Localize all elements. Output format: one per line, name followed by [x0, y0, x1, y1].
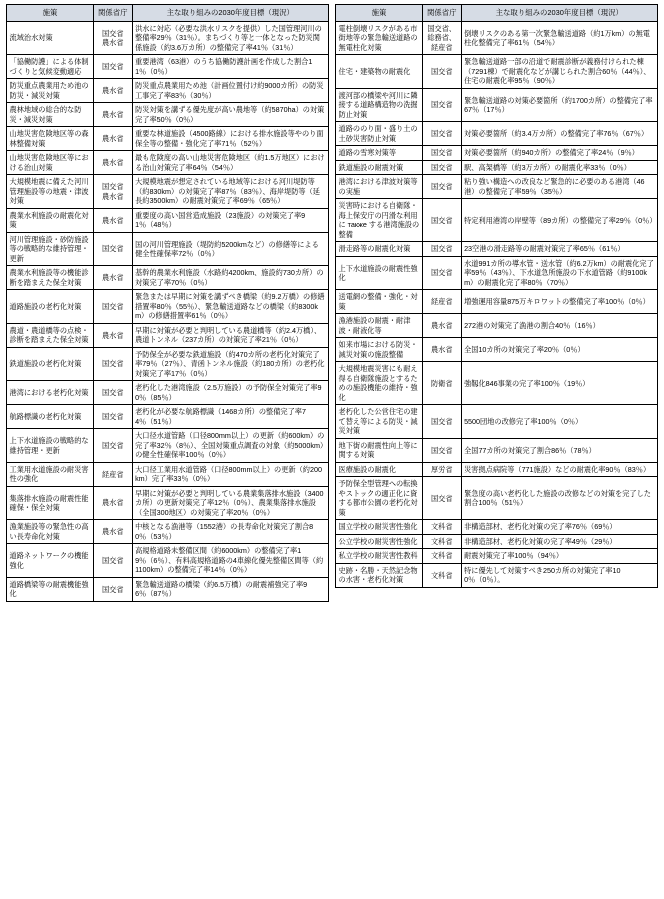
table-row [336, 55, 658, 89]
cell-ministry: 国交省 [422, 122, 461, 146]
table-row [7, 323, 329, 347]
cell-ministry: 農水省 [93, 79, 132, 103]
cell-measure: 防災重点農業用ため池の防災・減災対策 [7, 79, 94, 103]
table-row [336, 199, 658, 242]
cell-measure: 道路施設の老朽化対策 [7, 290, 94, 324]
table-row [7, 381, 329, 405]
table-row [336, 438, 658, 462]
table-row [7, 79, 329, 103]
cell-target: 272港の対策完了漁港の割合40％（16％） [461, 314, 657, 338]
cell-target: 対策必要箇所（約3.4万カ所）の整備完了率76％（67％） [461, 122, 657, 146]
cell-ministry: 国交省 [93, 232, 132, 266]
table-row [7, 266, 329, 290]
table-row [336, 88, 658, 122]
cell-ministry: 国交省 [422, 160, 461, 175]
cell-ministry: 農水省 [93, 208, 132, 232]
cell-ministry: 国交省 [93, 429, 132, 463]
cell-ministry: 農水省 [93, 520, 132, 544]
cell-target: 増強運用容量875万キロワットの整備完了率100％（0％） [461, 290, 657, 314]
cell-measure: 航路標識の老朽化対策 [7, 405, 94, 429]
table-row [7, 486, 329, 520]
cell-ministry: 農水省 [422, 314, 461, 338]
cell-target: 大口径水道管路（口径800mm以上）の更新（約600km）の完了率32％（8％）、全国対策重点調査の対象（約5000km）の健全性確保率100％（0％） [132, 429, 328, 463]
cell-ministry: 国交省、総務省、経産省 [422, 21, 461, 55]
cell-target: 粘り強い構造への改良など緊急的に必要のある港湾（46港）の整備完了率59％（35％） [461, 175, 657, 199]
cell-target: 特に優先して対策すべき250カ所の対策完了率100％（0％）。 [461, 563, 657, 587]
table-header-row [7, 5, 329, 22]
cell-measure: 港湾における津波対策等の実施 [336, 175, 423, 199]
cell-ministry: 国交省 [93, 55, 132, 79]
cell-measure: 漁業施設等の緊急性の高い長寿命化対策 [7, 520, 94, 544]
cell-target: 緊急または早期に対策を講ずべき橋梁（約9.2万橋）の修繕措置率80％（55％）、緊急輸送道路などの橋梁（約8300km）の修繕措置率61％（0％） [132, 290, 328, 324]
cell-target: 強靱化846事業の完了率100％（19％） [461, 362, 657, 405]
cell-measure: 史跡・名勝・天然記念物の水害・老朽化対策 [336, 563, 423, 587]
cell-target: 重要度の高い国営造成施設（23施設）の対策完了率91％（48％） [132, 208, 328, 232]
cell-target: 非構造部材、老朽化対策の完了率76％（69％） [461, 520, 657, 535]
cell-measure: 農業水利施設等の機能診断を踏まえた保全対策 [7, 266, 94, 290]
header-measure: 施策 [7, 5, 94, 22]
cell-target: 最も危険度の高い山地災害危険地区（約1.5万地区）における治山対策完了率64％（54％） [132, 151, 328, 175]
header-ministry: 関係省庁 [422, 5, 461, 22]
cell-target: 基幹的農業水利施設（水路約4200km、施設約730カ所）の対策完了率70％（0％） [132, 266, 328, 290]
cell-measure: 山地災害危険地区等における治山対策 [7, 151, 94, 175]
cell-measure: 工業用水道施設の耐災害性の強化 [7, 462, 94, 486]
cell-target: 災害拠点病院等（771施設）などの耐震化率90％（83％） [461, 462, 657, 477]
table-row [7, 151, 329, 175]
cell-ministry: 農水省 [93, 103, 132, 127]
cell-target: 重要な林道施設（4500路線）における排水施設等やのり面保全等の整備・強化完了率71％（52％） [132, 127, 328, 151]
cell-ministry: 文科省 [422, 534, 461, 549]
cell-target: 中核となる漁港等（1552港）の長寿命化対策完了割合80％（53％） [132, 520, 328, 544]
cell-measure: 道路橋梁等の耐震機能強化 [7, 577, 94, 601]
cell-measure: 道路ののり面・盛り土の土砂災害防止対策 [336, 122, 423, 146]
table-row [7, 232, 329, 266]
cell-measure: 「協働防護」による体制づくりと気候変動適応 [7, 55, 94, 79]
cell-ministry: 国交省 [422, 88, 461, 122]
cell-measure: 老朽化した公営住宅の建て替え等による防災・減災対策 [336, 405, 423, 439]
cell-target: 早期に対策が必要と判明している農道橋等（約2.4万橋）、農道トンネル（237カ所）の対策完了率21％（0％） [132, 323, 328, 347]
table-row [7, 127, 329, 151]
table-row [336, 462, 658, 477]
cell-target: 全国77カ所の対策完了割合86％（78％） [461, 438, 657, 462]
cell-measure: 私立学校の耐災害性教科 [336, 549, 423, 564]
cell-measure: 医療施設の耐震化 [336, 462, 423, 477]
cell-target: 特定利用港湾の岸壁等（89カ所）の整備完了率29％（0％） [461, 199, 657, 242]
cell-target: 国の河川管理施設（堤防約5200kmなど）の修繕等による健全性確保率72％（0％） [132, 232, 328, 266]
cell-measure: 災害時における自衛隊・海上保安庁の円滑な利用に также する港湾施設の整備 [336, 199, 423, 242]
table-row [336, 314, 658, 338]
cell-measure: 公立学校の耐災害性強化 [336, 534, 423, 549]
cell-target: 老朽化した港湾施設（2.5万施設）の予防保全対策完了率90％（85％） [132, 381, 328, 405]
header-target: 主な取り組みの2030年度目標（現況） [132, 5, 328, 22]
table-row [336, 290, 658, 314]
cell-target: 緊急輸送道路の対策必要箇所（約1700カ所）の整備完了率67％（17％） [461, 88, 657, 122]
cell-measure: 渡河部の橋梁や河川に隣接する道路構造物の洗掘防止対策 [336, 88, 423, 122]
cell-measure: 大規模地震災害にも耐え得る自衛隊施設とするための施設機能の維持・強化 [336, 362, 423, 405]
cell-ministry: 経産省 [422, 290, 461, 314]
cell-ministry: 経産省 [93, 462, 132, 486]
cell-ministry: 国交省 [93, 577, 132, 601]
cell-ministry: 国交省 [93, 381, 132, 405]
table-row [336, 338, 658, 362]
cell-measure: 道路ネットワークの機能強化 [7, 544, 94, 578]
table-row [7, 175, 329, 209]
cell-measure: 鉄道施設の老朽化対策 [7, 347, 94, 381]
cell-measure: 農業水利施設の耐震化対策 [7, 208, 94, 232]
cell-ministry: 国交省 [422, 438, 461, 462]
table-row [336, 362, 658, 405]
cell-ministry: 国交省 [422, 175, 461, 199]
cell-ministry: 国交省 [422, 242, 461, 257]
cell-ministry: 厚労省 [422, 462, 461, 477]
table-row [336, 21, 658, 55]
cell-measure: 地下街の耐震性向上等に関する対策 [336, 438, 423, 462]
cell-target: 緊急輸送道路一部の沿道で耐震診断が義務付けられた棟（7291棟）で耐震化などが講じられた割合60％（44％）、住宅の耐震化率95％（90％） [461, 55, 657, 89]
cell-measure: 港湾における老朽化対策 [7, 381, 94, 405]
cell-target: 23空港の滑走路等の耐震対策完了率65％（61％） [461, 242, 657, 257]
table-row [7, 290, 329, 324]
cell-measure: 山地災害危険地区等の森林整備対策 [7, 127, 94, 151]
cell-ministry: 文科省 [422, 520, 461, 535]
cell-target: 非構造部材、老朽化対策の完了率49％（29％） [461, 534, 657, 549]
cell-ministry: 国交省 [422, 55, 461, 89]
cell-target: 緊急度の高い老朽化した施設の改修などの対策を完了した割合100％（51％） [461, 477, 657, 520]
table-row [336, 534, 658, 549]
table-row [7, 462, 329, 486]
table-row [336, 405, 658, 439]
cell-ministry: 国交省 農水省 [93, 21, 132, 55]
cell-ministry: 国交省 [93, 347, 132, 381]
cell-ministry: 文科省 [422, 563, 461, 587]
table-row [7, 347, 329, 381]
header-target: 主な取り組みの2030年度目標（現況） [461, 5, 657, 22]
table-row [336, 563, 658, 587]
cell-measure: 流域治水対策 [7, 21, 94, 55]
cell-measure: 鉄道施設の耐震対策 [336, 160, 423, 175]
cell-target: 大規模地震が想定されている地域等における河川堤防等（約830km）の対策完了率87％（83％）、海岸堤防等（延長約3500km）の耐震対策完了率69％（65％） [132, 175, 328, 209]
cell-target: 防災重点農業用ため池（計画位置付け約9000カ所）の防災工事完了率83％（30％） [132, 79, 328, 103]
cell-target: 全国10カ所の対策完了率20％（0％） [461, 338, 657, 362]
cell-target: 緊急輸送道路の橋梁（約6.5万橋）の耐震補強完了率96％（87％） [132, 577, 328, 601]
cell-ministry: 農水省 [93, 151, 132, 175]
cell-target: 老朽化が必要な航路標識（1468カ所）の整備完了率74％（51％） [132, 405, 328, 429]
cell-target: 予防保全が必要な鉄道施設（約470カ所の老朽化対策完了率79％（27％）、青函トンネル施設（約180カ所）の老朽化対策完了率17％（0％） [132, 347, 328, 381]
cell-measure: 予防保全型管理への転換やストックの適正化に資する都市公園の老朽化対策 [336, 477, 423, 520]
table-row [336, 122, 658, 146]
cell-measure: 住宅・建築物の耐震化 [336, 55, 423, 89]
cell-target: 大口径工業用水道管路（口径800mm以上）の更新（約200km）完了率33％（0％） [132, 462, 328, 486]
header-measure: 施策 [336, 5, 423, 22]
cell-measure: 集落排水施設の耐震性能確保・保全対策 [7, 486, 94, 520]
table-row [7, 429, 329, 463]
cell-measure: 上下水道施設の耐震性強化 [336, 256, 423, 290]
cell-measure: 滑走路等の耐震化対策 [336, 242, 423, 257]
table-header-row [336, 5, 658, 22]
cell-target: 高規格道路未整備区間（約6000km）の整備完了率19％（6％）、有料高規格道路の4車線化優先整備区間等（約1100km）の整備完了率14％（0％） [132, 544, 328, 578]
table-row [7, 577, 329, 601]
table-row [336, 242, 658, 257]
cell-ministry: 農水省 [93, 323, 132, 347]
table-row [7, 21, 329, 55]
cell-measure: 漁港施設の耐震・耐津波・耐液化等 [336, 314, 423, 338]
cell-ministry: 国交省 [422, 256, 461, 290]
header-ministry: 関係省庁 [93, 5, 132, 22]
cell-ministry: 国交省 [422, 146, 461, 161]
cell-target: 水道991カ所の導水管・送水管（約6.2万km）の耐震化完了率59％（43％）、下水道急所施設の下水道管路（約9100km）の耐震化完了率80％（70％） [461, 256, 657, 290]
cell-target: 洪水に対応（必要な洪水リスクを提供）した国管理河川の整備率29％（31％）。まちづくり等と一体となった防災関係施設（約3.6万カ所）の整備完了率41％（31％） [132, 21, 328, 55]
cell-ministry: 国交省 [93, 544, 132, 578]
cell-ministry: 国交省 [93, 290, 132, 324]
cell-measure: 上下水道施設の戦略的な維持管理・更新 [7, 429, 94, 463]
cell-ministry: 農水省 [93, 266, 132, 290]
table-row [7, 544, 329, 578]
cell-ministry: 国交省 [422, 477, 461, 520]
cell-measure: 河川管理施設・砂防施設等の戦略的な維持管理・更新 [7, 232, 94, 266]
cell-target: 対策必要箇所（約940カ所）の整備完了率24％（9％） [461, 146, 657, 161]
table-row [336, 160, 658, 175]
left-column [6, 4, 329, 895]
table-row [336, 520, 658, 535]
cell-target: 5500団地の改修完了率100％（0％） [461, 405, 657, 439]
cell-measure: 道路の雪寒対策等 [336, 146, 423, 161]
cell-ministry: 国交省 [422, 199, 461, 242]
table-row [7, 208, 329, 232]
cell-ministry: 国交省 農水省 [93, 175, 132, 209]
table-row [7, 520, 329, 544]
cell-target: 倒壊リスクのある第一次緊急輸送道路（約1万km）の無電柱化整備完了率61％（54％） [461, 21, 657, 55]
cell-measure: 農林地域の総合的な防災・減災対策 [7, 103, 94, 127]
cell-measure: 電柱倒壊リスクがある市街地等の緊急輸送道路の無電柱化対策 [336, 21, 423, 55]
table-row [336, 256, 658, 290]
cell-target: 耐震対策完了率100％（94％） [461, 549, 657, 564]
cell-measure: 送電網の整備・強化・対策 [336, 290, 423, 314]
cell-target: 重要港湾（63港）のうち協働防護計画を作成した割合11％（0％） [132, 55, 328, 79]
right-column [335, 4, 658, 895]
cell-target: 駅、高架橋等（約3万カ所）の耐震化率33％（0％） [461, 160, 657, 175]
cell-measure: 大規模地震に備えた河川管理施設等の地震・津波対策 [7, 175, 94, 209]
table-row [336, 477, 658, 520]
cell-measure: 国立学校の耐災害性強化 [336, 520, 423, 535]
cell-target: 防災対策を講ずる優先度が高い農地等（約5870ha）の対策完了率50％（0％） [132, 103, 328, 127]
cell-ministry: 国交省 [93, 405, 132, 429]
cell-measure: 農道・農道橋等の点検・診断を踏まえた保全対策 [7, 323, 94, 347]
table-row [336, 175, 658, 199]
measures-table-left [6, 4, 329, 602]
table-row [7, 405, 329, 429]
cell-target: 早期に対策が必要と判明している農業集落排水施設（3400カ所）の更新対策完了率12％（0％）、農業集落排水施設（全国300地区）の対策完了率20％（0％） [132, 486, 328, 520]
measures-table-right [335, 4, 658, 588]
cell-ministry: 農水省 [93, 486, 132, 520]
cell-measure: 如来市場における防災・減災対策の施設整備 [336, 338, 423, 362]
cell-ministry: 農水省 [422, 338, 461, 362]
cell-ministry: 文科省 [422, 549, 461, 564]
table-row [336, 549, 658, 564]
cell-ministry: 防衛省 [422, 362, 461, 405]
table-row [7, 103, 329, 127]
cell-ministry: 国交省 [422, 405, 461, 439]
table-row [336, 146, 658, 161]
cell-ministry: 農水省 [93, 127, 132, 151]
table-row [7, 55, 329, 79]
